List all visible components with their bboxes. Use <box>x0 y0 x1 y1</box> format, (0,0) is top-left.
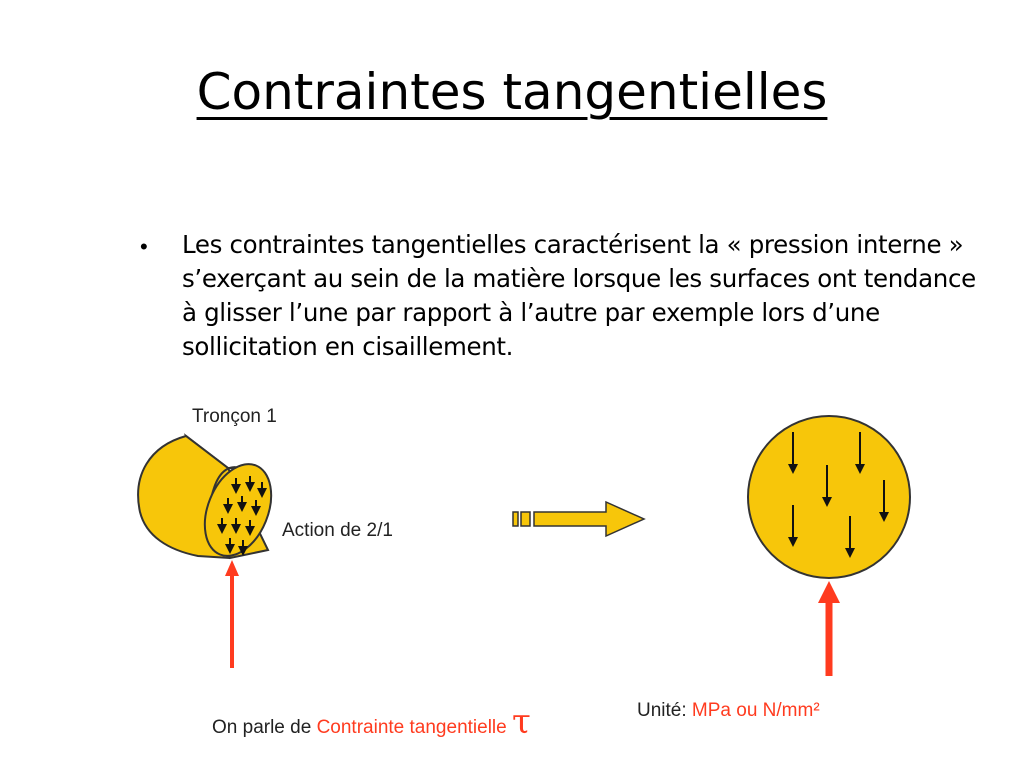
caption-prefix: On parle de <box>212 717 312 738</box>
unit-value: MPa ou N/mm² <box>691 700 820 721</box>
caption <box>212 702 531 742</box>
force-arrow-left <box>225 560 239 668</box>
cross-section-circle <box>748 416 910 578</box>
slide-title: Contraintes tangentielles <box>196 63 828 121</box>
caption-term: Contrainte tangentielle <box>316 717 507 738</box>
bullet-text: Les contraintes tangentielles caractérisent la « pression interne » s’exerçant au sein de la matière lorsque les surfaces ont tendance à glisser l’une par rapport à l’autre par exemple lors d’une sollicitation en cisaillement. <box>182 230 976 361</box>
section-label: Tronçon 1 <box>192 406 277 427</box>
bullet-marker: • <box>140 234 148 259</box>
tau-symbol: τ <box>512 702 531 742</box>
cylinder-section <box>138 436 284 566</box>
force-arrow-right <box>818 581 840 676</box>
action-label: Action de 2/1 <box>282 520 393 541</box>
unit-prefix: Unité: <box>637 700 687 721</box>
unit-label <box>637 700 820 722</box>
transition-arrow <box>513 502 644 536</box>
